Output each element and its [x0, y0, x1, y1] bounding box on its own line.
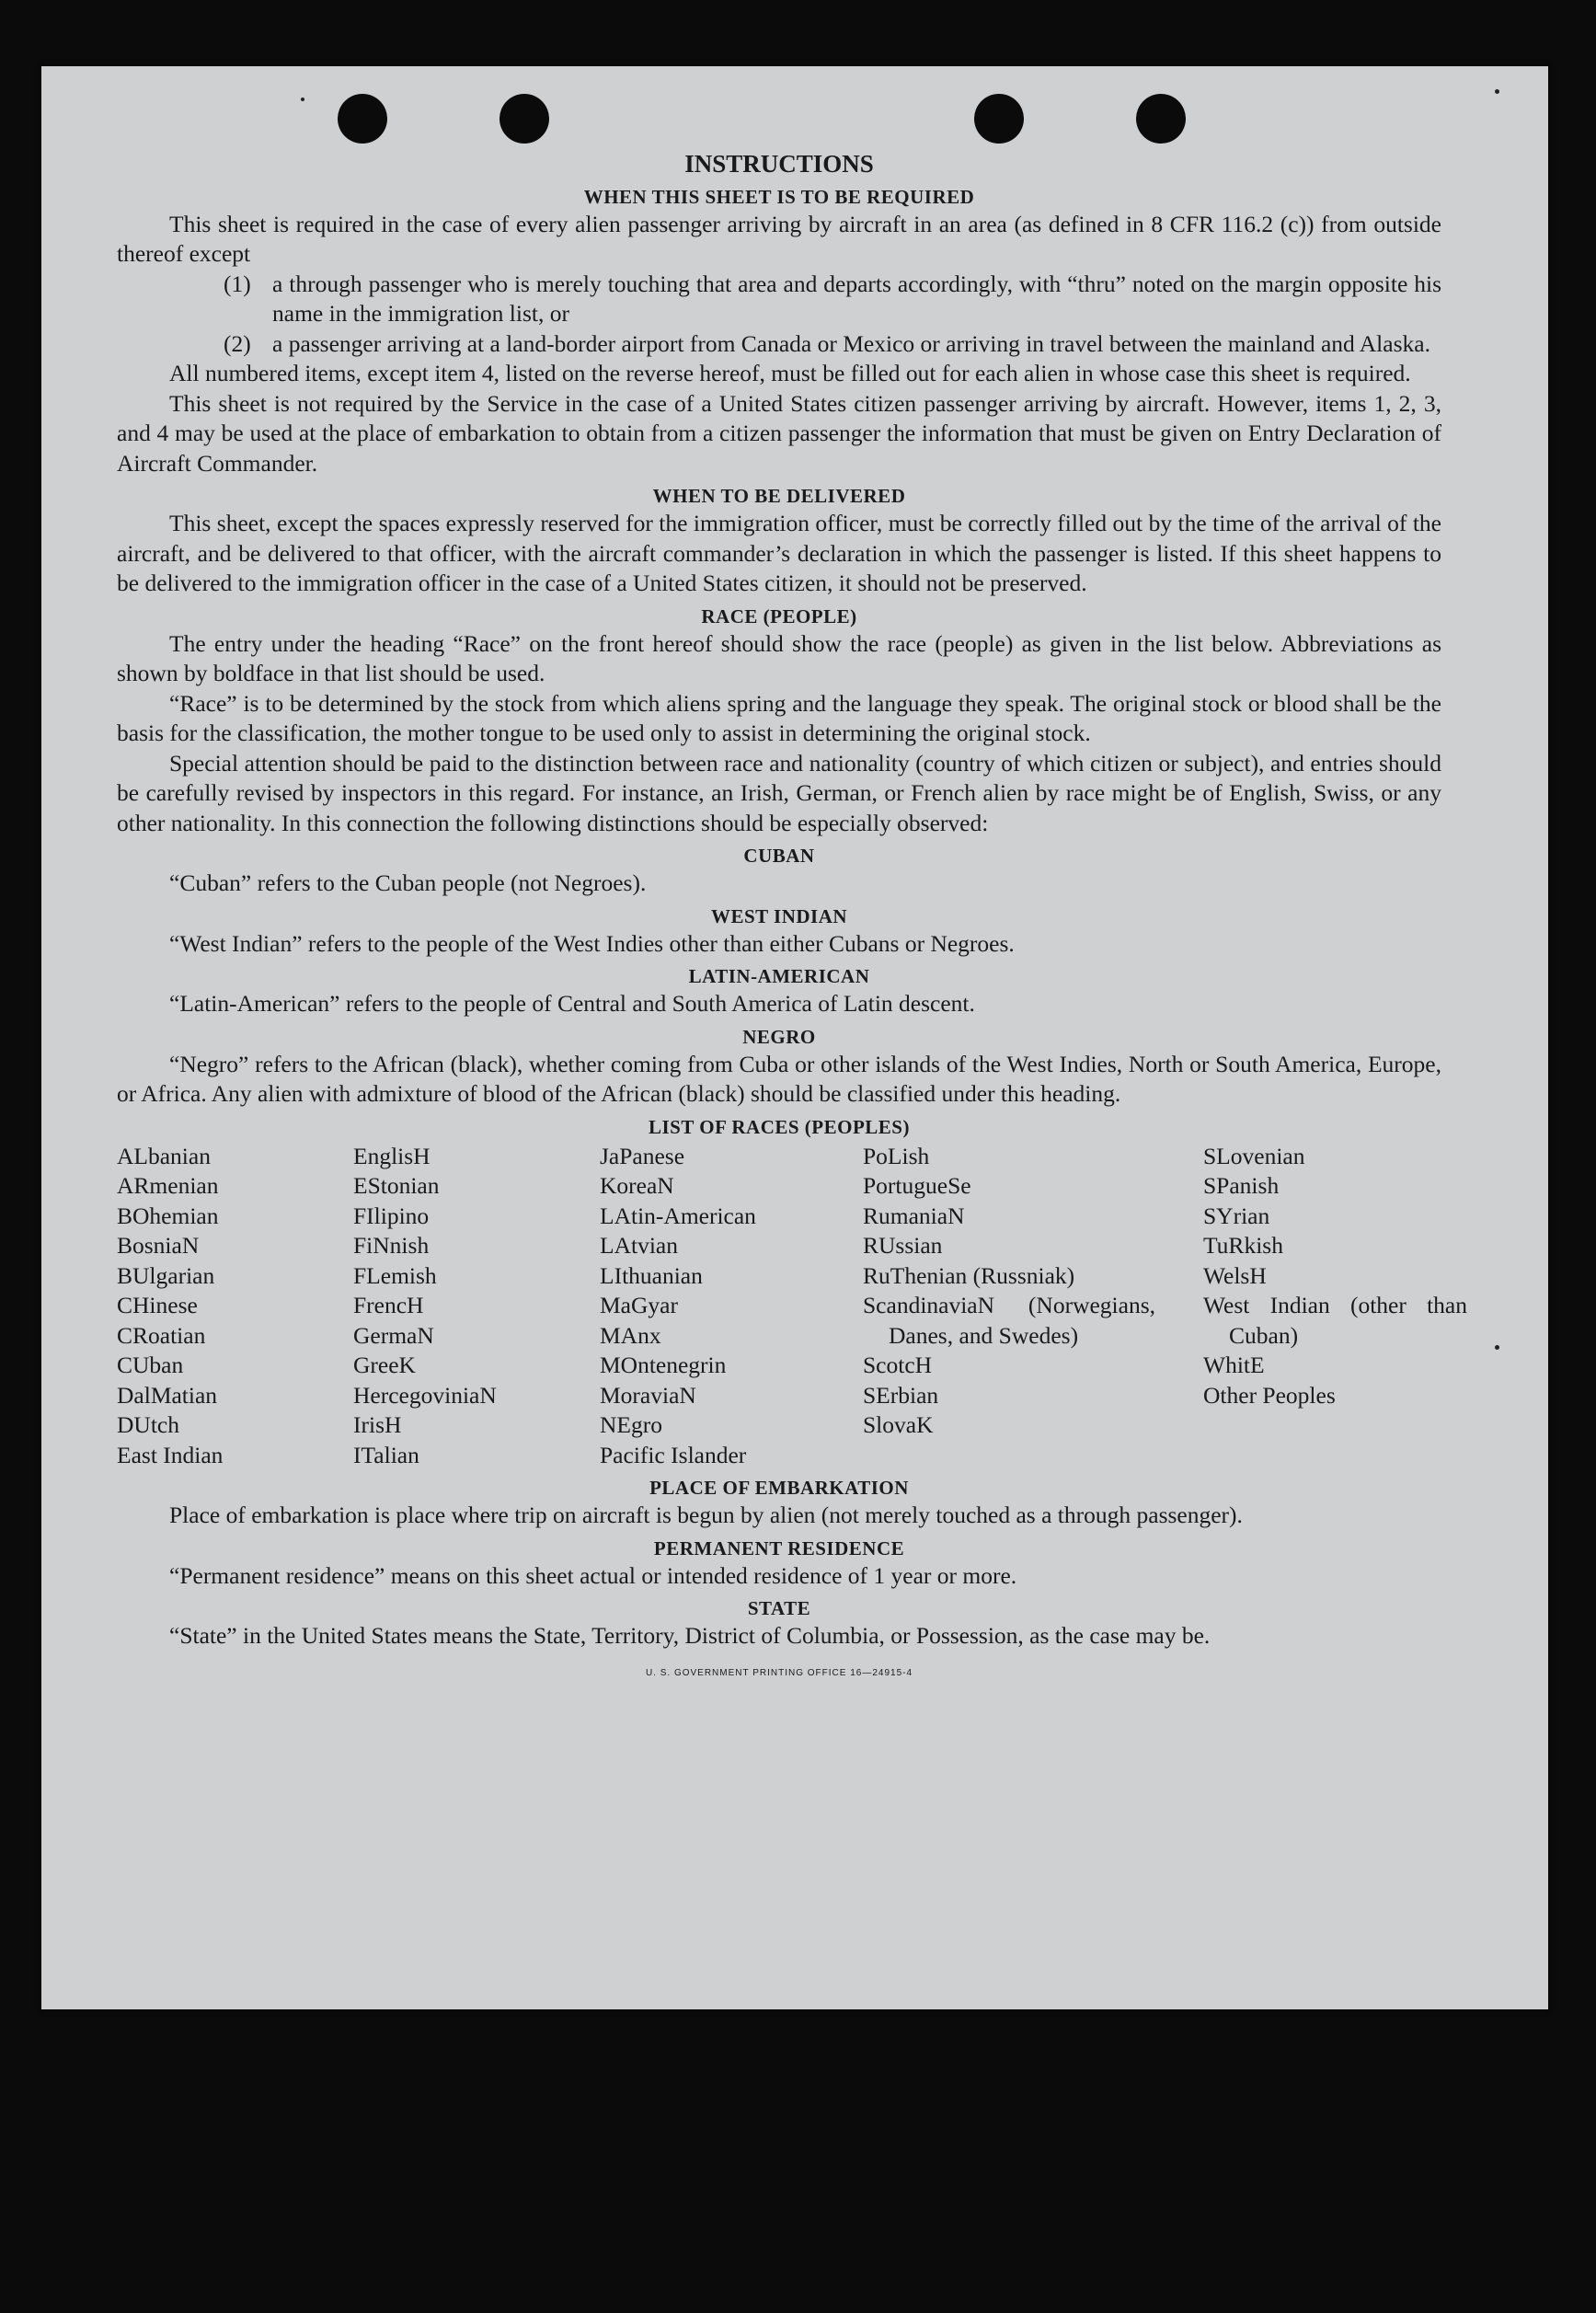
races-column — [353, 1142, 600, 1471]
race-entry: NEgro — [600, 1411, 662, 1438]
race-entry: CUban — [117, 1352, 184, 1378]
race-entry: DUtch — [117, 1411, 179, 1438]
race-entry: WelsH — [1203, 1261, 1267, 1289]
punch-hole — [338, 94, 387, 144]
races-column — [1203, 1142, 1467, 1471]
paragraph: Special attention should be paid to the distinction between race and nationality (country of which citizen or subject), and entries should be carefully revised by inspectors in this regard. For instance, an Irish, German, or French alien by race might be of English, Swiss, or any other nationality. In this connection the following distinctions should be especially observed: — [117, 749, 1441, 836]
item-text: a through passenger who is merely touching that area and departs accordingly, with “thru” noted on the margin opposite his name in the immigration list, or — [272, 270, 1441, 327]
race-entry: HercegoviniaN — [353, 1381, 497, 1409]
race-entry: ScotcH — [863, 1352, 933, 1378]
page-title: INSTRUCTIONS — [684, 150, 874, 178]
race-entry: PortugueSe — [863, 1172, 971, 1199]
section-heading: PERMANENT RESIDENCE — [653, 1536, 905, 1559]
race-entry: SlovaK — [863, 1411, 934, 1438]
punch-hole — [974, 94, 1024, 144]
paragraph: “Race” is to be determined by the stock from which aliens spring and the language they speak. The original stock or blood shall be the basis for the classification, the mother tongue to be used only to assist in determining the original stock. — [117, 689, 1441, 746]
section-heading: WHEN TO BE DELIVERED — [652, 485, 906, 507]
race-entry: MOntenegrin — [600, 1352, 727, 1378]
section-heading: NEGRO — [742, 1025, 816, 1048]
race-entry: IrisH — [353, 1411, 402, 1438]
race-entry: GreeK — [353, 1352, 416, 1378]
race-entry: SPanish — [1203, 1172, 1280, 1199]
item-number: (1) — [224, 270, 251, 297]
document-sheet — [41, 66, 1548, 2009]
race-entry: FIlipino — [353, 1202, 430, 1229]
instructions-body — [117, 149, 1467, 1688]
race-entry: East Indian — [117, 1441, 224, 1468]
race-entry: FrencH — [353, 1292, 424, 1318]
race-entry: WhitE — [1203, 1352, 1265, 1378]
list-item — [224, 329, 1441, 360]
punch-hole — [1136, 94, 1186, 144]
race-entry: GermaN — [353, 1321, 434, 1349]
section-heading: PLACE OF EMBARKATION — [649, 1477, 909, 1499]
paragraph: All numbered items, except item 4, listed on the reverse hereof, must be filled out for each alien in whose case this sheet is required. — [169, 360, 1411, 386]
paragraph: This sheet is required in the case of every alien passenger arriving by aircraft in an area (as defined in 8 CFR 116.2 (c)) from outside thereof except — [117, 210, 1441, 267]
list-item — [224, 270, 1441, 329]
race-entry: MaGyar — [600, 1292, 678, 1318]
paragraph: The entry under the heading “Race” on the front hereof should show the race (people) as given in the list below. Abbreviations as shown by boldface in that list should be used. — [117, 629, 1441, 686]
paragraph: “West Indian” refers to the people of the West Indies other than either Cubans or Negroes. — [169, 929, 1015, 957]
race-entry: DalMatian — [117, 1381, 218, 1409]
race-entry: BosniaN — [117, 1232, 200, 1259]
race-entry: MoraviaN — [600, 1381, 696, 1409]
item-number: (2) — [224, 329, 251, 357]
race-entry: CRoatian — [117, 1321, 206, 1349]
race-entry: CHinese — [117, 1292, 198, 1318]
paragraph: “State” in the United States means the State, Territory, District of Columbia, or Possession, as the case may be. — [169, 1622, 1211, 1649]
speck — [1495, 89, 1499, 94]
race-entry: Pacific Islander — [600, 1441, 747, 1468]
race-entry: BUlgarian — [117, 1261, 215, 1289]
race-entry: ALbanian — [117, 1142, 211, 1169]
race-entry: EnglisH — [353, 1142, 431, 1169]
race-entry: RUssian — [863, 1232, 943, 1259]
section-heading: LATIN-AMERICAN — [688, 965, 870, 987]
section-heading: WHEN THIS SHEET IS TO BE REQUIRED — [583, 185, 975, 208]
races-table — [117, 1142, 1467, 1471]
race-entry: Other Peoples — [1203, 1381, 1336, 1409]
race-entry: LAtvian — [600, 1232, 678, 1259]
section-heading: CUBAN — [743, 845, 815, 867]
paragraph: “Permanent residence” means on this sheet actual or intended residence of 1 year or more. — [169, 1561, 1017, 1589]
item-text: a passenger arriving at a land-border airport from Canada or Mexico or arriving in travel between the mainland and Alaska. — [272, 329, 1430, 357]
section-heading: RACE (PEOPLE) — [701, 604, 857, 627]
race-entry: KoreaN — [600, 1172, 674, 1199]
race-entry: EStonian — [353, 1172, 440, 1199]
race-entry: BOhemian — [117, 1202, 219, 1229]
section-heading: LIST OF RACES (PEOPLES) — [649, 1115, 910, 1138]
race-entry: ARmenian — [117, 1172, 219, 1199]
section-heading: WEST INDIAN — [710, 904, 848, 927]
races-column — [600, 1142, 863, 1471]
punch-hole — [499, 94, 549, 144]
paragraph: This sheet is not required by the Service in the case of a United States citizen passenger arriving by aircraft. However, items 1, 2, 3, and 4 may be used at the place of embarkation to obtain from a citizen passenger the information that must be given on Entry Declaration of Aircraft Commander. — [117, 389, 1441, 477]
race-entry: FLemish — [353, 1261, 437, 1289]
race-entry: FiNnish — [353, 1232, 430, 1259]
paragraph: “Latin-American” refers to the people of Central and South America of Latin descent. — [169, 990, 975, 1017]
race-entry: RuThenian (Russniak) — [863, 1261, 1075, 1289]
races-column — [117, 1142, 353, 1471]
race-entry: TuRkish — [1203, 1232, 1283, 1259]
paragraph: This sheet, except the spaces expressly reserved for the immigration officer, must be correctly filled out by the time of the arrival of the aircraft, and be delivered to that officer, with the aircraft commander’s declaration in which the passenger is listed. If this sheet happens to be delivered to the immigration officer in the case of a United States citizen, it should not be preserved. — [117, 510, 1441, 596]
race-entry: West Indian (other than Cuban) — [1203, 1292, 1467, 1349]
races-column — [863, 1142, 1203, 1471]
race-entry: JaPanese — [600, 1142, 685, 1169]
speck — [301, 98, 304, 101]
speck — [1495, 1345, 1499, 1350]
race-entry: RumaniaN — [863, 1202, 965, 1229]
race-entry: LIthuanian — [600, 1261, 703, 1289]
race-entry: LAtin-American — [600, 1202, 756, 1229]
section-heading: STATE — [747, 1597, 811, 1619]
race-entry: MAnx — [600, 1321, 661, 1349]
race-entry: ITalian — [353, 1441, 419, 1468]
race-entry: SYrian — [1203, 1202, 1270, 1229]
paragraph: Place of embarkation is place where trip on aircraft is begun by alien (not merely touched as a through passenger). — [169, 1502, 1243, 1528]
race-entry: ScandinaviaN (Norwegians, Danes, and Swedes) — [863, 1292, 1155, 1349]
printer-imprint: U. S. GOVERNMENT PRINTING OFFICE 16—24915-4 — [645, 1667, 913, 1678]
race-entry: SLovenian — [1203, 1142, 1305, 1169]
paragraph: “Cuban” refers to the Cuban people (not Negroes). — [169, 869, 647, 896]
race-entry: PoLish — [863, 1142, 930, 1169]
race-entry: SErbian — [863, 1381, 939, 1409]
paragraph: “Negro” refers to the African (black), whether coming from Cuba or other islands of the West Indies, North or South America, Europe, or Africa. Any alien with admixture of blood of the African (black) should be classified under this heading. — [117, 1050, 1441, 1107]
